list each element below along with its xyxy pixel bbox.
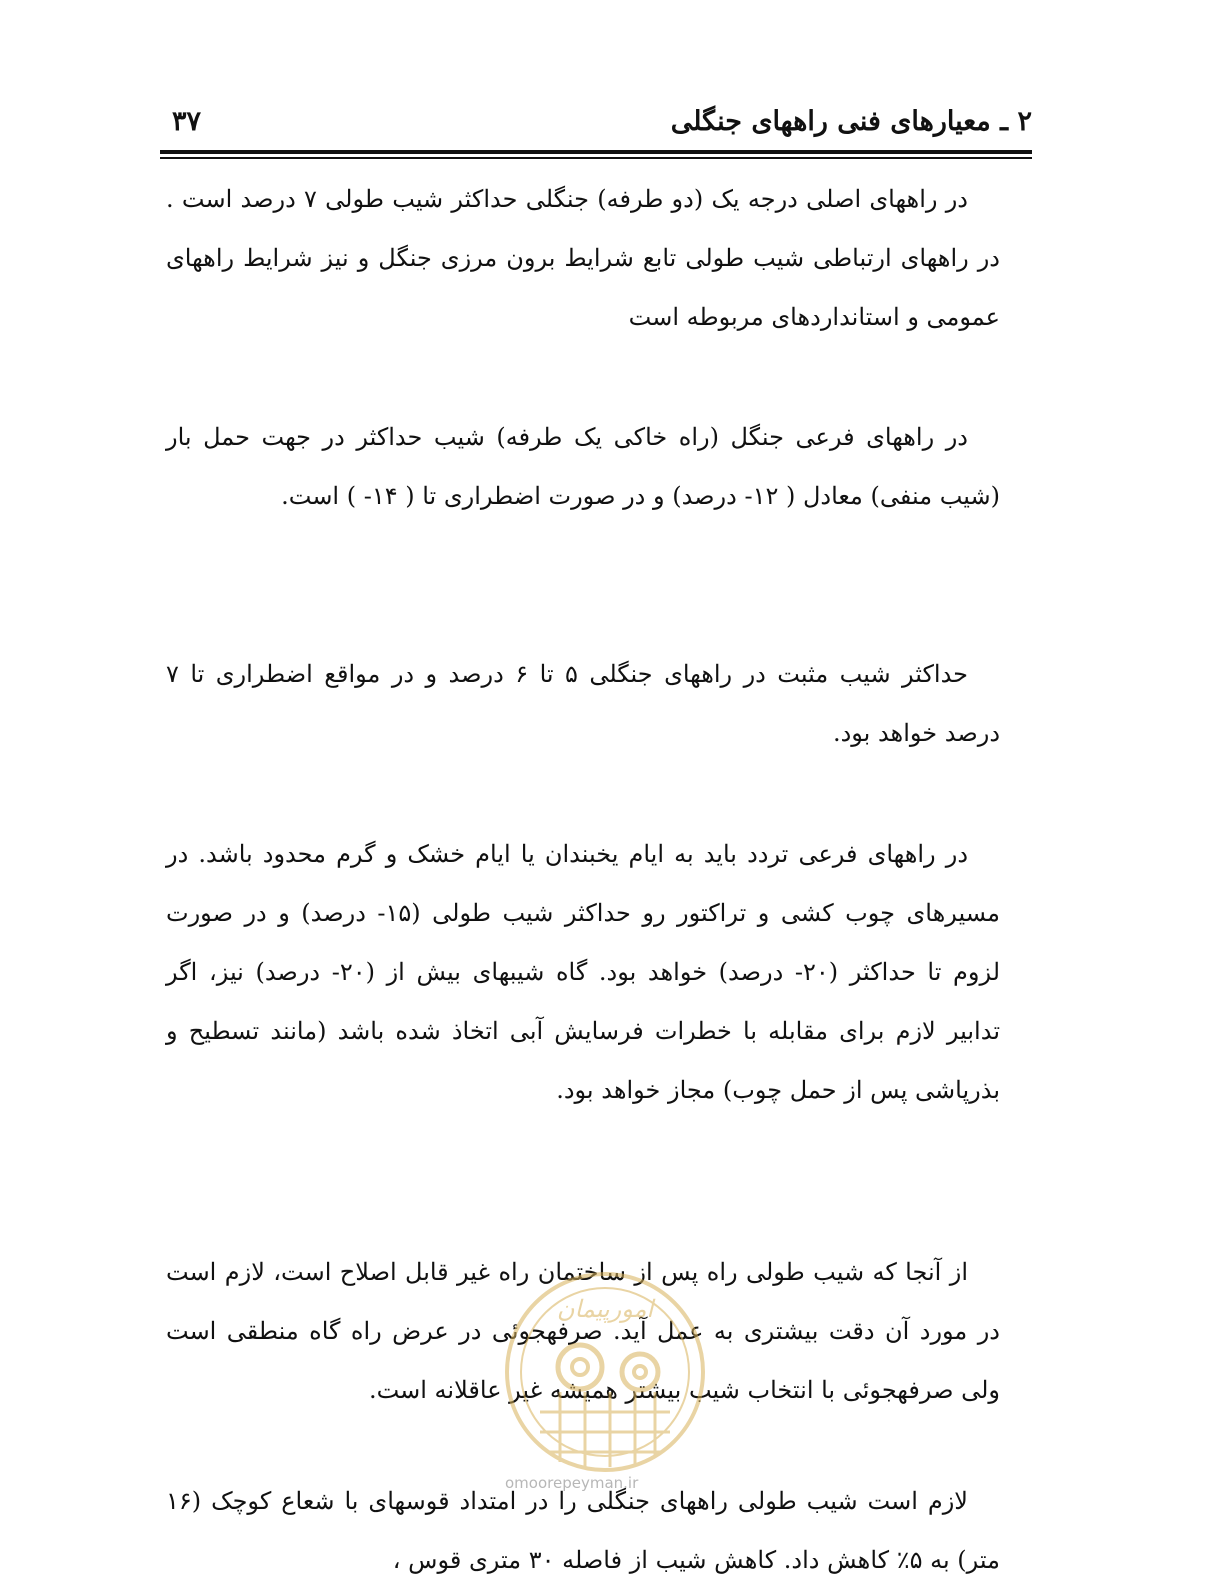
paragraph: در راههای فرعی جنگل (راه خاکی یک طرفه) شیب حداکثر در جهت حمل بار (شیب منفی) معادل ( ۱۲- درصد) و در صورت اضطراری تا ( ۱۴- ) است. — [166, 423, 1000, 510]
paragraph: لازم است شیب طولی راههای جنگلی را در امتداد قوسهای با شعاع کوچک (۱۶ متر) به ۵٪ کاهش داد. کاهش شیب از فاصله ۳۰ متری قوس ، — [166, 1487, 1000, 1574]
chapter-title: ۲ ـ معیارهای فنی راههای جنگلی — [670, 105, 1032, 137]
page-number: ۳۷ — [172, 105, 202, 137]
paragraph: در راههای اصلی درجه یک (دو طرفه) جنگلی حداکثر شیب طولی ۷ درصد است . در راههای ارتباطی شیب طولی تابع شرایط برون مرزی جنگل و نیز شرایط راههای عمومی و استانداردهای مربوطه است — [166, 185, 1000, 331]
paragraph: حداکثر شیب مثبت در راههای جنگلی ۵ تا ۶ درصد و در مواقع اضطراری تا ۷ درصد خواهد بود. — [166, 660, 1000, 747]
header-rule-thin — [160, 157, 1032, 159]
svg-text:امورپیمان: امورپیمان — [556, 1295, 654, 1323]
watermark-logo-icon — [500, 1262, 710, 1492]
paragraph: از آنجا که شیب طولی راه پس از ساختمان راه غیر قابل اصلاح است، لازم است در مورد آن دقت بیشتری به عمل آید. صرفهجوئی در عرض راه گاه منطقی است ولی صرفهجوئی با انتخاب شیب بیشتر همیشه غیر عاقلانه است. — [166, 1258, 1000, 1404]
running-header — [160, 96, 1032, 146]
paragraph: در راههای فرعی تردد باید به ایام یخبندان یا ایام خشک و گرم محدود باشد. در مسیرهای چوب کشی و تراکتور رو حداکثر شیب طولی (۱۵- درصد) و در صورت لزوم تا حداکثر (۲۰- درصد) خواهد بود. گاه شیبهای بیش از (۲۰- درصد) نیز، اگر تدابیر لازم برای مقابله با خطرات فرسایش آبی اتخاذ شده باشد (مانند تسطیح و بذرپاشی پس از حمل چوب) مجاز خواهد بود. — [166, 840, 1001, 1104]
header-rule-thick — [160, 150, 1032, 154]
watermark-site-text: omoorepeyman.ir — [505, 1474, 639, 1492]
